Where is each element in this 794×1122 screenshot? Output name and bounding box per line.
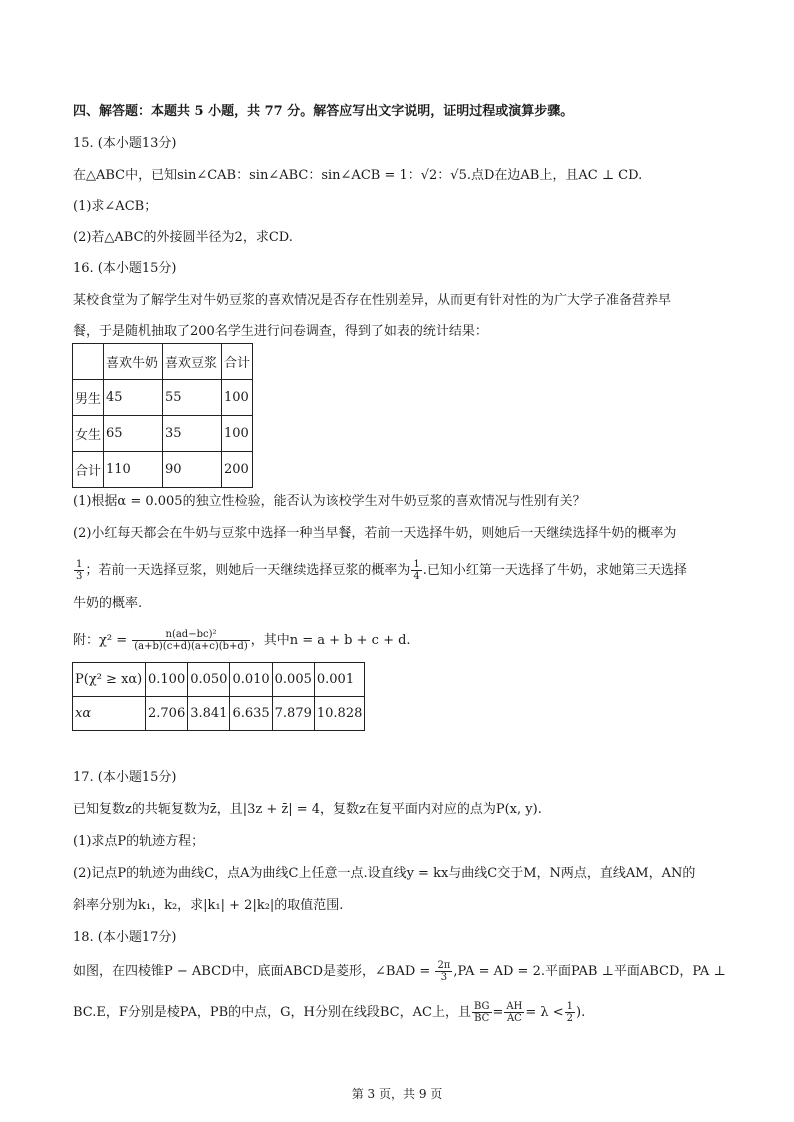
q16-stem-line1: 某校食堂为了解学生对牛奶豆浆的喜欢情况是否存在性别差异，从而更有针对性的为广大学子准备营养早 [73,293,672,308]
q17-part2-line2: 斜率分别为k₁，k₂，求|k₁| + 2|k₂|的取值范围. [73,898,344,913]
table-row [73,380,253,416]
table-cell: 45 [104,380,163,416]
table-header-cell: 喜欢豆浆 [163,344,222,380]
fraction: $\frac{1}{2}$ [566,1001,574,1024]
critical-value-table [72,662,365,731]
table-cell: 110 [104,452,163,488]
q17-part1: (1)求点P的轨迹方程； [73,834,205,849]
fraction: $\frac{1}{3}$ [76,559,83,582]
table-row [73,416,253,452]
table-cell: 0.050 [188,663,230,697]
q16-part2-line3: 牛奶的概率. [73,596,143,611]
survey-table-header [73,344,253,380]
table-header-cell: 合计 [222,344,253,380]
table-row [73,663,365,697]
table-cell: 女生 [73,416,104,452]
q15-part1: (1)求∠ACB； [73,199,158,214]
q17-part2-line1: (2)记点P的轨迹为曲线C，点A为曲线C上任意一点.设直线y = kx与曲线C交于M，N两点，直线AM，AN的 [73,866,696,881]
table-cell: 100 [222,416,253,452]
fraction: $\frac{BG}{BC}$ [473,1001,490,1024]
q16-number: 16. (本小题15分) [73,261,177,276]
table-cell: 合计 [73,452,104,488]
q18-number: 18. (本小题17分) [73,930,177,945]
table-cell: 3.841 [188,697,230,731]
table-row [73,452,253,488]
table-row [73,697,365,731]
fraction: $\frac{2\pi}{3}$ [437,960,451,983]
page-footer: 第 3 页，共 9 页 [351,1087,443,1101]
chi-square-formula: $\frac{\text{n(ad−bc)²}}{(a+b)(c+d)(a+c)(b+d)}$ [134,629,248,652]
table-cell: 200 [222,452,253,488]
table-cell: 男生 [73,380,104,416]
q16-part1: (1)根据α = 0.005的独立性检验，能否认为该校学生对牛奶豆浆的喜欢情况与性别有关？ [73,494,586,509]
table-cell: 0.100 [146,663,188,697]
q15-stem: 在△ABC中，已知sin∠CAB：sin∠ABC：sin∠ACB = 1：√2：√5.点D在边AB上，且AC ⊥ CD. [73,168,643,183]
survey-table [72,343,253,488]
table-cell: 2.706 [146,697,188,731]
q16-part2-line1: (2)小红每天都会在牛奶与豆浆中选择一种当早餐，若前一天选择牛奶，则她后一天继续选择牛奶的概率为 [73,526,677,541]
q16-part2-line2: $\frac{1}{3}$ ；若前一天选择豆浆，则她后一天继续选择豆浆的概率为 $\frac{1}{4}$ .已知小红第一天选择了牛奶，求她第三天选择 [76,559,687,582]
q15-number: 15. (本小题13分) [73,136,177,151]
q18-stem-line2: BC.E，F分别是棱PA，PB的中点，G，H分别在线段BC，AC上，且 $\frac{BG}{BC}$ = $\frac{AH}{AC}$ = λ < $\frac{1}{2}$ ). [73,1001,586,1024]
q16-appendix: 附：χ² = $\frac{\text{n(ad−bc)²}}{(a+b)(c+d)(a+c)(b+d)}$ ，其中n = a + b + c + d. [73,629,411,652]
table-header-cell: 喜欢牛奶 [104,344,163,380]
q16-stem-line2: 餐，于是随机抽取了200名学生进行问卷调查，得到了如表的统计结果： [73,324,488,339]
table-cell: 65 [104,416,163,452]
fraction: $\frac{AH}{AC}$ [506,1001,523,1024]
q15-part2: (2)若△ABC的外接圆半径为2，求CD. [73,230,293,245]
q18-stem-line1: 如图，在四棱锥P − ABCD中，底面ABCD是菱形，∠BAD = $\frac{2\pi}{3}$ ,PA = AD = 2.平面PAB ⊥平面ABCD，PA ⊥ [73,960,726,983]
q17-number: 17. (本小题15分) [73,770,177,785]
table-cell: 35 [163,416,222,452]
table-cell: 6.635 [230,697,272,731]
table-cell: 100 [222,380,253,416]
table-cell: 0.010 [230,663,272,697]
table-cell: 10.828 [314,697,365,731]
section-header: 四、解答题：本题共 5 小题，共 77 分。解答应写出文字说明，证明过程或演算步骤。 [73,104,574,119]
table-cell [73,344,104,380]
table-cell: 0.005 [272,663,314,697]
table-cell: P(χ² ≥ xα) [73,663,146,697]
table-cell: 55 [163,380,222,416]
q17-stem: 已知复数z的共轭复数为z̄，且|3z + z̄| = 4，复数z在复平面内对应的点为P(x, y). [73,802,542,817]
table-cell: 90 [163,452,222,488]
table-cell: 0.001 [314,663,365,697]
table-cell: 7.879 [272,697,314,731]
table-cell: xα [73,697,146,731]
fraction: $\frac{1}{4}$ [413,559,420,582]
